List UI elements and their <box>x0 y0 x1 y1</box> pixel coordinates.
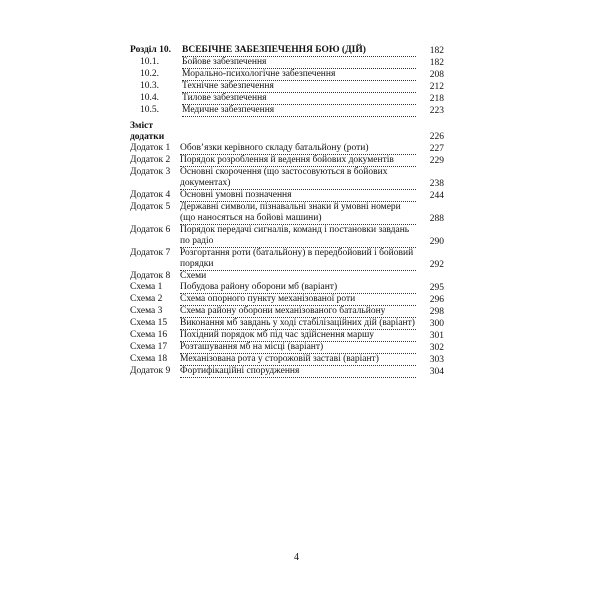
appendix-label: Схема 15 <box>130 318 168 328</box>
subsection-entry <box>130 69 444 81</box>
appendix-title: Виконання мб завдань у ході стабілізаційних дій (варіант) <box>180 318 415 328</box>
subsection-number: 10.2. <box>140 69 159 79</box>
subsection-title: Бойове забезпечення <box>182 57 416 69</box>
appendix-label: Схема 18 <box>130 354 168 364</box>
appendix-label: Додаток 7 <box>130 248 171 258</box>
appendix-entry <box>130 330 444 342</box>
appendix-label: Додаток 8 <box>130 271 171 281</box>
subsection-entry <box>130 105 444 117</box>
subsection-number: 10.1. <box>140 57 159 67</box>
appendix-page: 238 <box>429 179 444 189</box>
appendix-page: 229 <box>429 156 444 166</box>
section-10-entry <box>130 45 444 57</box>
table-of-contents <box>130 45 444 378</box>
page-number: 4 <box>294 552 299 563</box>
appendix-label: Схема 17 <box>130 342 168 352</box>
appendix-label: Схема 1 <box>130 282 163 292</box>
appendix-title: Розташування мб на місці (варіант) <box>180 342 416 354</box>
subsection-page: 182 <box>429 58 444 68</box>
subsection-page: 208 <box>429 70 444 80</box>
subsection-title: Технічне забезпечення <box>182 81 416 93</box>
appendix-label: Додаток 2 <box>130 155 171 165</box>
appendix-label: Додаток 4 <box>130 190 171 200</box>
appendix-title: Обов’язки керівного складу батальйону (роти) <box>180 143 416 155</box>
appendix-heading-entry <box>130 121 444 143</box>
appendix-heading-page: 226 <box>429 132 444 142</box>
subsection-page: 218 <box>429 94 444 104</box>
appendix-title: Державні символи, пізнавальні знаки й умовні номери (що наносяться на бойові машини) <box>180 202 416 225</box>
appendix-title: Розгортання роти (батальйону) в передбойовий і бойовий порядки <box>180 248 416 271</box>
subsection-title: Морально-психологічне забезпечення <box>182 69 416 81</box>
appendix-page: 301 <box>429 331 444 341</box>
appendix-label: Додаток 5 <box>130 202 171 212</box>
appendix-page: 302 <box>429 343 444 353</box>
appendix-label: Додаток 3 <box>130 167 171 177</box>
appendix-title: Схеми <box>180 271 207 281</box>
appendix-page: 227 <box>429 144 444 154</box>
appendix-page: 300 <box>429 319 444 329</box>
appendix-page: 296 <box>429 295 444 305</box>
appendix-entry <box>130 366 444 378</box>
appendix-label: Схема 2 <box>130 294 163 304</box>
appendix-entry <box>130 167 444 190</box>
subsection-page: 212 <box>429 82 444 92</box>
appendix-label: Додаток 1 <box>130 143 171 153</box>
appendix-page: 298 <box>429 307 444 317</box>
appendix-heading: Зміст додатки <box>130 121 165 142</box>
subsection-number: 10.4. <box>140 93 159 103</box>
appendix-page: 290 <box>429 237 444 247</box>
appendix-label: Схема 16 <box>130 330 168 340</box>
subsection-entry <box>130 57 444 69</box>
appendix-page: 295 <box>429 283 444 293</box>
appendix-label: Додаток 6 <box>130 225 171 235</box>
appendix-entry <box>130 225 444 248</box>
subsection-entry <box>130 81 444 93</box>
appendix-title: Порядок передачі сигналів, команд і постановки завдань по радіо <box>180 225 416 248</box>
appendix-entry <box>130 202 444 225</box>
appendix-page: 288 <box>429 214 444 224</box>
appendix-entry <box>130 342 444 354</box>
appendix-title: Основні умовні позначення <box>180 190 416 202</box>
subsection-number: 10.5. <box>140 105 159 115</box>
subsection-number: 10.3. <box>140 81 159 91</box>
appendix-title: Основні скорочення (що застосовуються в бойових документах) <box>180 167 416 190</box>
appendix-entry <box>130 318 444 330</box>
section-label: Розділ 10. <box>130 45 171 55</box>
appendix-entry <box>130 190 444 202</box>
subsection-entry <box>130 93 444 105</box>
appendix-title: Порядок розроблення й ведення бойових документів <box>180 155 416 167</box>
appendix-title: Механізована рота у сторожовій заставі (варіант) <box>180 354 416 366</box>
appendix-title: Схема опорного пункту механізованої роти <box>180 294 416 306</box>
appendix-entry <box>130 271 444 282</box>
appendix-page: 244 <box>429 191 444 201</box>
subsection-page: 223 <box>429 106 444 116</box>
section-title: ВСЕБІЧНЕ ЗАБЕЗПЕЧЕННЯ БОЮ (ДІЙ) <box>182 45 416 57</box>
appendix-entry <box>130 143 444 155</box>
appendix-page: 304 <box>429 367 444 377</box>
appendix-entry <box>130 306 444 318</box>
appendix-title: Схема району оборони механізованого батальйону <box>180 306 416 318</box>
section-page: 182 <box>429 46 444 56</box>
appendix-title: Фортифікаційні спорудження <box>180 366 416 378</box>
appendix-label: Схема 3 <box>130 306 163 316</box>
appendix-entry <box>130 248 444 271</box>
appendix-entry <box>130 155 444 167</box>
appendix-entry <box>130 294 444 306</box>
appendix-title: Побудова району оборони мб (варіант) <box>180 282 416 294</box>
appendix-page: 292 <box>429 260 444 270</box>
appendix-label: Додаток 9 <box>130 366 171 376</box>
appendix-entry <box>130 354 444 366</box>
appendix-page: 303 <box>429 355 444 365</box>
appendix-title: Похідний порядок мб під час здійснення маршу <box>180 330 416 342</box>
subsection-title: Медичне забезпечення <box>182 105 416 117</box>
subsection-title: Тилове забезпечення <box>182 93 416 105</box>
appendix-entry <box>130 282 444 294</box>
